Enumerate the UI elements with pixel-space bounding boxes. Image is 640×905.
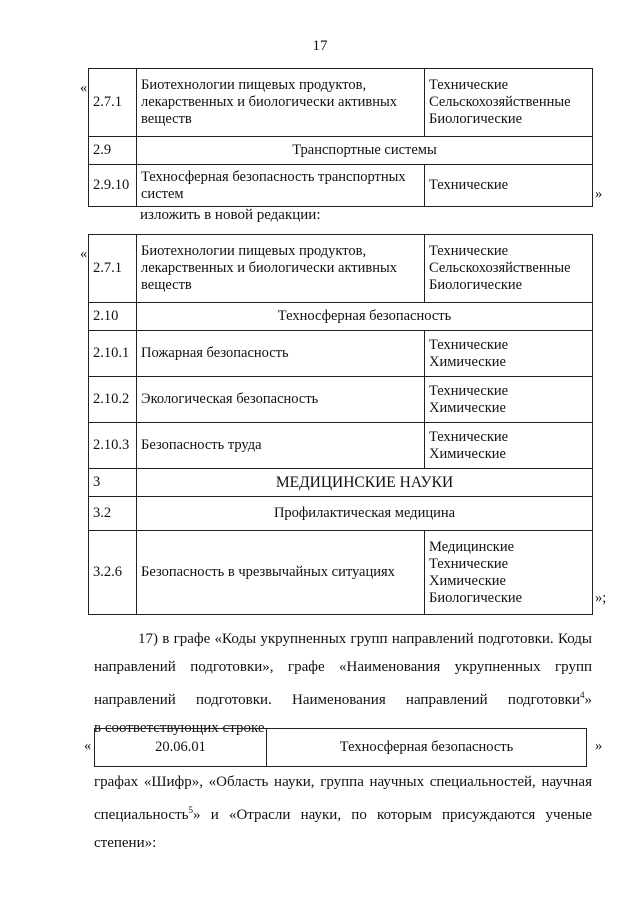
row-number: 2.10.1	[89, 331, 137, 377]
table-row	[89, 377, 593, 423]
specialty-name: Безопасность в чрезвычайных ситуациях	[137, 531, 425, 615]
branch: Технические	[429, 428, 509, 445]
specialty-name: Экологическая безопасность	[137, 377, 425, 423]
code-cell: 20.06.01	[95, 729, 267, 767]
paragraph-line	[94, 796, 592, 829]
paragraph-line	[94, 681, 592, 714]
branch: Технические	[429, 382, 509, 399]
table-row	[89, 331, 593, 377]
table-row	[89, 303, 593, 331]
section-title: Транспортные системы	[137, 137, 593, 165]
close-quote: »	[595, 738, 603, 754]
text-run: »	[584, 692, 592, 708]
branch: Химические	[429, 353, 506, 370]
row-number: 3.2	[89, 497, 137, 531]
table-row	[89, 165, 593, 207]
paragraph-line: графах «Шифр», «Область науки, группа научных специальностей, научная	[94, 774, 592, 790]
open-quote: «	[80, 246, 88, 262]
text-run: направлений подготовки. Наименования направлений подготовки	[94, 692, 580, 708]
paragraph-17	[94, 625, 592, 742]
table-row	[89, 469, 593, 497]
table-row	[89, 423, 593, 469]
row-number: 2.9.10	[89, 165, 137, 207]
science-branches	[425, 377, 593, 423]
specialties-table-old	[88, 68, 593, 207]
table-row	[89, 235, 593, 303]
close-quote-semicolon: »;	[595, 590, 607, 606]
table-row	[89, 137, 593, 165]
section-title: Профилактическая медицина	[137, 497, 593, 531]
row-number: 2.7.1	[89, 69, 137, 137]
footnote-ref: 4	[580, 690, 585, 700]
branch: Технические	[429, 177, 509, 193]
science-branches	[425, 331, 593, 377]
row-number: 2.10	[89, 303, 137, 331]
branch: Сельскохозяйственные	[429, 260, 571, 276]
section-title: МЕДИЦИНСКИЕ НАУКИ	[137, 469, 593, 497]
science-branches	[425, 531, 593, 615]
branch: Химические	[429, 572, 506, 589]
open-quote: «	[80, 80, 88, 96]
branch: Технические	[429, 243, 509, 259]
row-number: 2.10.2	[89, 377, 137, 423]
paragraph-end	[94, 768, 592, 857]
specialty-name: Безопасность труда	[137, 423, 425, 469]
row-number: 3	[89, 469, 137, 497]
table-row	[89, 69, 593, 137]
branch: Технические	[429, 555, 509, 572]
branch: Химические	[429, 399, 506, 416]
table-row	[89, 497, 593, 531]
branch: Биологические	[429, 277, 523, 293]
text-run: специальность	[94, 807, 189, 823]
footnote-ref: 5	[188, 805, 193, 815]
branch: Технические	[429, 336, 509, 353]
branch: Сельскохозяйственные	[429, 94, 571, 110]
table-row	[89, 531, 593, 615]
row-number: 2.9	[89, 137, 137, 165]
paragraph-line: направлений подготовки», графе «Наименования укрупненных групп	[94, 659, 592, 675]
branch: Технические	[429, 77, 509, 93]
connector-text: изложить в новой редакции:	[140, 207, 321, 223]
open-quote: «	[84, 738, 92, 754]
close-quote: »	[595, 186, 603, 202]
specialty-name: Биотехнологии пищевых продуктов, лекарственных и биологически активных веществ	[137, 235, 425, 303]
row-number: 3.2.6	[89, 531, 137, 615]
paragraph-line: 17) в графе «Коды укрупненных групп направлений подготовки. Коды	[138, 631, 592, 647]
paragraph-line: в соответствующих строке	[94, 720, 265, 736]
specialty-name: Пожарная безопасность	[137, 331, 425, 377]
science-branches	[425, 165, 593, 207]
text-run: » и «Отрасли науки, по которым присуждаются ученые	[192, 807, 592, 823]
page-number: 17	[312, 38, 328, 54]
specialty-name: Биотехнологии пищевых продуктов, лекарственных и биологически активных веществ	[137, 69, 425, 137]
branch: Медицинские	[429, 538, 515, 555]
table-row	[95, 729, 587, 767]
science-branches	[425, 235, 593, 303]
specialty-name: Техносферная безопасность транспортных систем	[137, 165, 425, 207]
paragraph-line: степени»:	[94, 835, 157, 851]
branch: Биологические	[429, 111, 523, 127]
name-cell: Техносферная безопасность	[267, 729, 587, 767]
row-number: 2.10.3	[89, 423, 137, 469]
branch: Биологические	[429, 589, 523, 606]
specialties-table-new	[88, 234, 593, 615]
code-table	[94, 728, 587, 767]
science-branches	[425, 423, 593, 469]
section-title: Техносферная безопасность	[137, 303, 593, 331]
branch: Химические	[429, 445, 506, 462]
science-branches	[425, 69, 593, 137]
row-number: 2.7.1	[89, 235, 137, 303]
